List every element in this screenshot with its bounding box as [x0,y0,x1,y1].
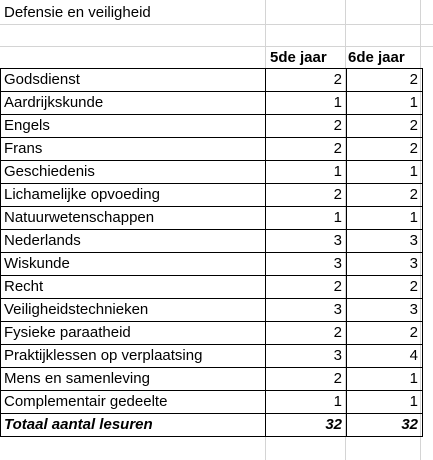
hours-5de-cell[interactable]: 2 [266,276,347,299]
subject-cell[interactable]: Aardrijkskunde [1,92,266,115]
table-row [1,368,423,391]
table-row [1,253,423,276]
hours-5de-cell[interactable]: 3 [266,299,347,322]
hours-5de-cell[interactable]: 2 [266,368,347,391]
subject-cell[interactable]: Recht [1,276,266,299]
hours-6de-cell[interactable]: 1 [347,92,423,115]
hours-5de-cell[interactable]: 1 [266,207,347,230]
subject-cell[interactable]: Nederlands [1,230,266,253]
hours-6de-cell[interactable]: 1 [347,368,423,391]
subject-cell[interactable]: Praktijklessen op verplaatsing [1,345,266,368]
table-row [1,230,423,253]
hours-6de-cell[interactable]: 3 [347,299,423,322]
hours-5de-cell[interactable]: 2 [266,322,347,345]
subject-cell[interactable]: Natuurwetenschappen [1,207,266,230]
hours-5de-cell[interactable]: 2 [266,69,347,92]
hours-6de-cell[interactable]: 2 [347,69,423,92]
hours-6de-cell[interactable]: 1 [347,207,423,230]
subject-cell[interactable]: Fysieke paraatheid [1,322,266,345]
hours-5de-cell[interactable]: 3 [266,253,347,276]
subject-cell[interactable]: Frans [1,138,266,161]
total-label-cell[interactable]: Totaal aantal lesuren [1,414,266,437]
hours-5de-cell[interactable]: 2 [266,138,347,161]
hours-5de-cell[interactable]: 1 [266,391,347,414]
hours-5de-cell[interactable]: 2 [266,184,347,207]
subject-cell[interactable]: Mens en samenleving [1,368,266,391]
hours-6de-cell[interactable]: 2 [347,276,423,299]
subject-cell[interactable]: Engels [1,115,266,138]
hours-5de-cell[interactable]: 1 [266,161,347,184]
total-5de-cell[interactable]: 32 [266,414,347,437]
table-row [1,138,423,161]
hours-6de-cell[interactable]: 2 [347,115,423,138]
hours-5de-cell[interactable]: 1 [266,92,347,115]
column-header-6de-jaar[interactable]: 6de jaar [348,49,405,66]
hours-5de-cell[interactable]: 3 [266,345,347,368]
column-header-5de-jaar[interactable]: 5de jaar [270,49,327,66]
table-row [1,69,423,92]
hours-6de-cell[interactable]: 1 [347,161,423,184]
table-row [1,184,423,207]
subject-cell[interactable]: Geschiedenis [1,161,266,184]
hours-5de-cell[interactable]: 2 [266,115,347,138]
hours-6de-cell[interactable]: 2 [347,138,423,161]
table-row [1,115,423,138]
table-row [1,299,423,322]
lesuren-table [0,68,423,437]
hours-6de-cell[interactable]: 1 [347,391,423,414]
subject-cell[interactable]: Veiligheidstechnieken [1,299,266,322]
hours-6de-cell[interactable]: 2 [347,184,423,207]
subject-cell[interactable]: Godsdienst [1,69,266,92]
table-row [1,92,423,115]
hours-6de-cell[interactable]: 4 [347,345,423,368]
subject-cell[interactable]: Complementair gedeelte [1,391,266,414]
table-row [1,345,423,368]
table-row [1,207,423,230]
table-row [1,161,423,184]
table-row [1,276,423,299]
hours-6de-cell[interactable]: 3 [347,253,423,276]
table-row [1,391,423,414]
total-row [1,414,423,437]
table-row [1,322,423,345]
hours-6de-cell[interactable]: 2 [347,322,423,345]
hours-6de-cell[interactable]: 3 [347,230,423,253]
hours-5de-cell[interactable]: 3 [266,230,347,253]
gridline [0,24,433,25]
sheet-title[interactable]: Defensie en veiligheid [4,4,151,21]
subject-cell[interactable]: Lichamelijke opvoeding [1,184,266,207]
total-6de-cell[interactable]: 32 [347,414,423,437]
subject-cell[interactable]: Wiskunde [1,253,266,276]
